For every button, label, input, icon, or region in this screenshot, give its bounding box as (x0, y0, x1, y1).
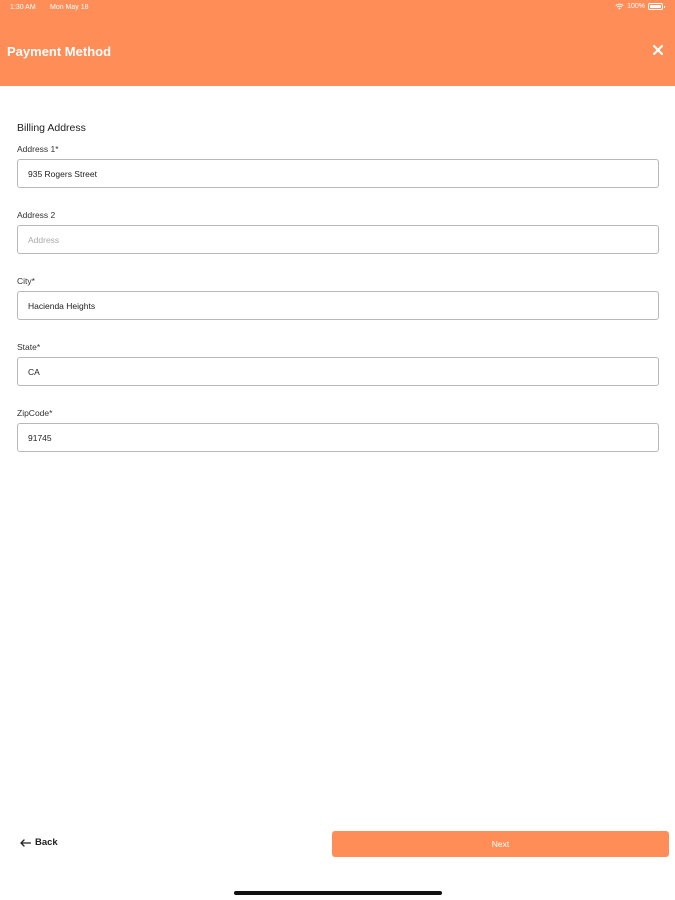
app-header (0, 0, 675, 86)
arrow-left-icon (20, 839, 31, 847)
city-label: City* (17, 276, 35, 286)
address2-label: Address 2 (17, 210, 56, 220)
address1-label: Address 1* (17, 144, 59, 154)
status-time: 1:30 AM (10, 4, 36, 11)
next-label: Next (491, 839, 510, 849)
status-date: Mon May 18 (50, 4, 89, 11)
back-label: Back (35, 837, 58, 848)
address2-field (17, 210, 659, 254)
section-title: Billing Address (17, 122, 86, 134)
battery-percent: 100% (627, 3, 645, 10)
status-bar (0, 0, 675, 16)
zipcode-input[interactable] (17, 423, 659, 452)
zipcode-field (17, 408, 659, 452)
page-title: Payment Method (7, 44, 112, 59)
state-input[interactable] (17, 357, 659, 386)
close-icon[interactable] (651, 43, 665, 57)
city-input[interactable] (17, 291, 659, 320)
zipcode-label: ZipCode* (17, 408, 53, 418)
next-button[interactable] (332, 831, 669, 857)
state-field (17, 342, 659, 386)
home-indicator (234, 891, 442, 895)
address1-input[interactable] (17, 159, 659, 188)
address2-input[interactable] (17, 225, 659, 254)
state-label: State* (17, 342, 41, 352)
address1-field (17, 144, 659, 188)
city-field (17, 276, 659, 320)
status-indicators (615, 3, 663, 10)
battery-icon (648, 3, 663, 10)
back-button[interactable] (20, 837, 58, 848)
wifi-icon (615, 3, 624, 10)
billing-address-form (17, 122, 659, 452)
